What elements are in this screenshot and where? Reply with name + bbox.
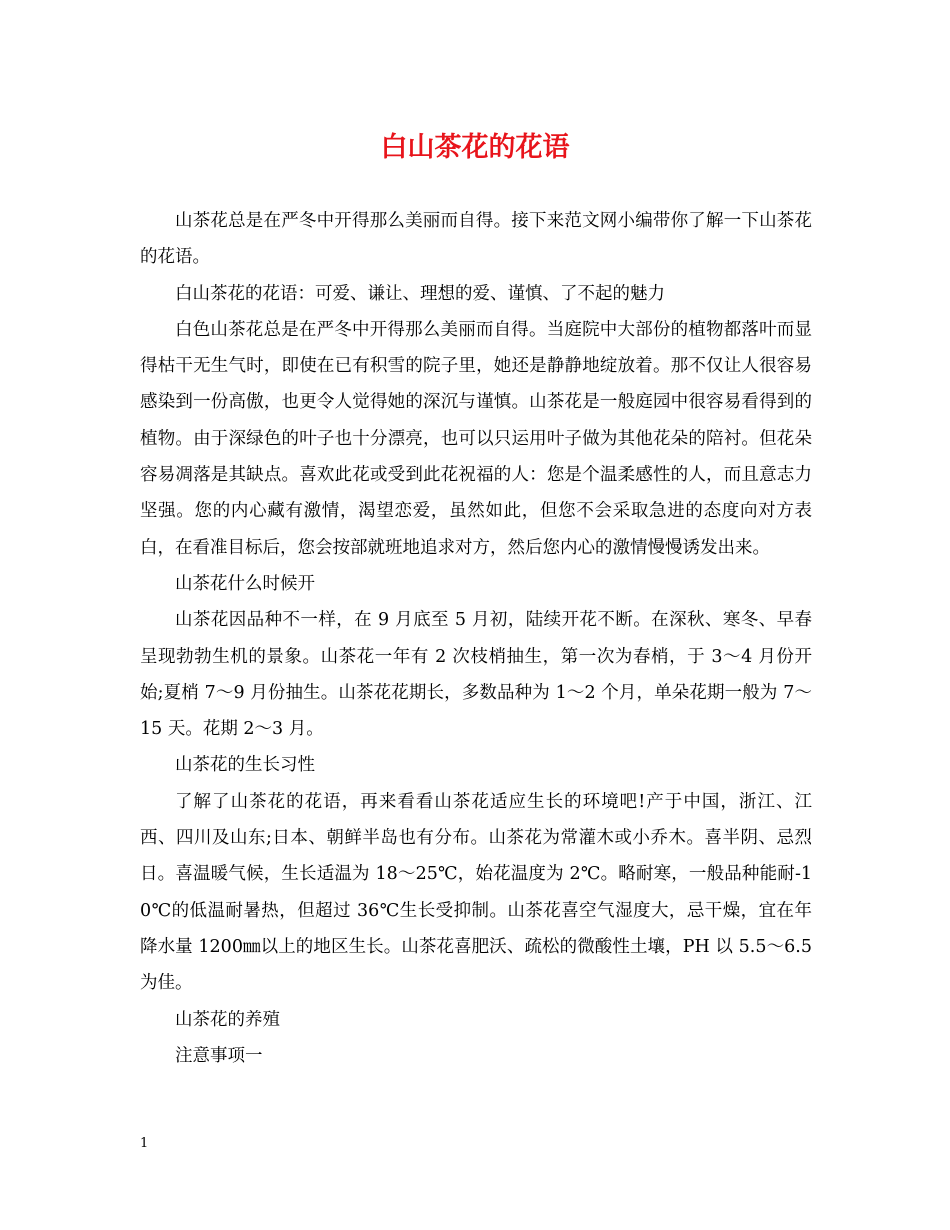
paragraph-description: 白色山茶花总是在严冬中开得那么美丽而自得。当庭院中大部份的植物都落叶而显得枯干无生气时，即使在已有积雪的院子里，她还是静静地绽放着。那不仅让人很容易感染到一份高傲，也更令人觉得她的深沉与谨慎。山茶花是一般庭园中很容易看得到的植物。由于深绿色的叶子也十分漂亮，也可以只运用叶子做为其他花朵的陪衬。但花朵容易凋落是其缺点。喜欢此花或受到此花祝福的人：您是个温柔感性的人，而且意志力坚强。您的内心藏有激情，渴望恋爱，虽然如此，但您不会采取急进的态度向对方表白，在看准目标后，您会按部就班地追求对方，然后您内心的激情慢慢诱发出来。 <box>140 319 812 558</box>
paragraph-flower-language: 白山茶花的花语：可爱、谦让、理想的爱、谨慎、了不起的魅力 <box>175 283 665 304</box>
heading-bloom-time: 山茶花什么时候开 <box>175 573 315 594</box>
paragraph-growth-habits: 了解了山茶花的花语，再来看看山茶花适应生长的环境吧!产于中国，浙江、江西、四川及山东;日本、朝鲜半岛也有分布。山茶花为常灌木或小乔木。喜半阴、忌烈日。喜温暖气候，生长适温为 18～25℃，始花温度为 2℃。略耐寒，一般品种能耐-10℃的低温耐暑热，但超过 36℃生长受抑制。山茶花喜空气湿度大，忌干燥，宜在年降水量 1200㎜以上的地区生长。山茶花喜肥沃、疏松的微酸性土壤，PH 以 5.5～6.5 为佳。 <box>140 791 812 994</box>
paragraph-bloom-time: 山茶花因品种不一样，在 9 月底至 5 月初，陆续开花不断。在深秋、寒冬、早春呈现勃勃生机的景象。山茶花一年有 2 次枝梢抽生，第一次为春梢，于 3～4 月份开始;夏梢 7～9 月份抽生。山茶花花期长，多数品种为 1～2 个月，单朵花期一般为 7～15 天。花期 2～3 月。 <box>140 610 812 740</box>
paragraph-intro: 山茶花总是在严冬中开得那么美丽而自得。接下来范文网小编带你了解一下山茶花的花语。 <box>140 211 812 268</box>
heading-growth-habits: 山茶花的生长习性 <box>175 755 315 776</box>
document-title: 白山茶花的花语 <box>380 132 570 163</box>
heading-cultivation: 山茶花的养殖 <box>175 1009 280 1030</box>
heading-note-one: 注意事项一 <box>175 1045 263 1066</box>
page-number: 1 <box>140 1136 149 1151</box>
document-body <box>140 203 812 1074</box>
